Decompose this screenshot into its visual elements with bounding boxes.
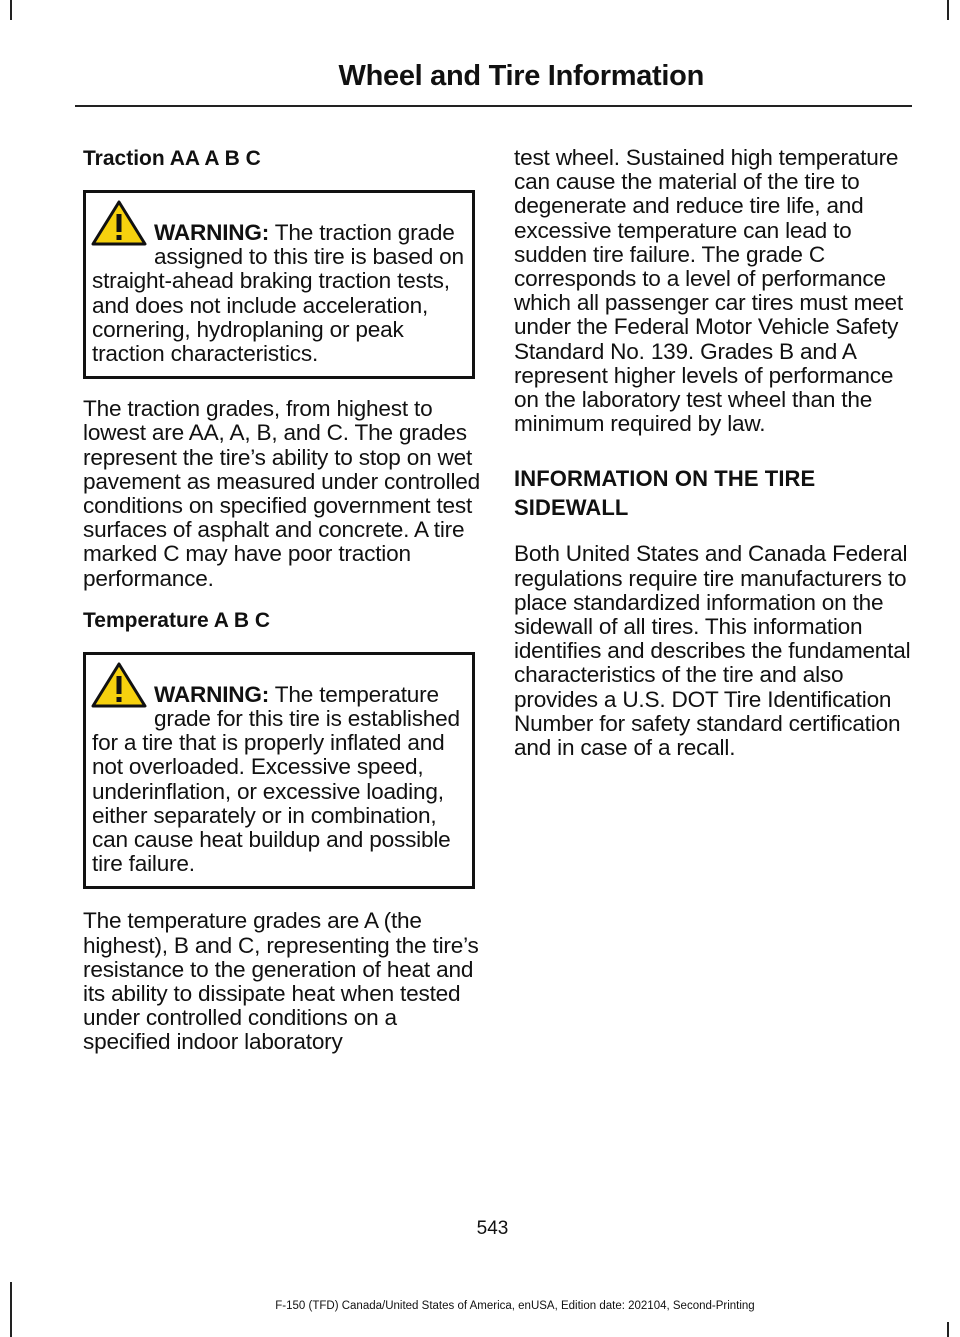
warning-triangle-icon	[90, 199, 148, 247]
crop-mark-top-right	[947, 0, 949, 20]
crop-mark-top-left	[10, 0, 12, 20]
warning-body: The temperature grade for this tire is established for a tire that is properly inflated and not overloaded. Excessive speed, underinflation, or excessive loading, either separately or in combination, can cause heat buildup and possible tire failure.	[92, 681, 460, 877]
page-header-title: Wheel and Tire Information	[338, 60, 704, 92]
warning-keyword: WARNING:	[154, 220, 270, 245]
temperature-paragraph: The temperature grades are A (the highest), B and C, representing the tire’s resistance to the generation of heat and its ability to dissipate heat when tested under controlled conditions on a specified indoor laboratory	[83, 908, 479, 1055]
section-heading-line1: INFORMATION ON THE TIRE	[514, 466, 816, 492]
temperature-continuation-paragraph: test wheel. Sustained high temperature can cause the material of the tire to degenerate and reduce tire life, and excessive temperature can lead to sudden tire failure. The grade C corresponds to a level of performance which all passenger car tires must meet under the Federal Motor Vehicle Safety Standard No. 139. Grades B and A represent higher levels of performance on the laboratory test wheel than the minimum required by law.	[514, 145, 904, 437]
section-heading	[514, 464, 914, 522]
traction-warning-box	[83, 190, 475, 379]
warning-triangle-icon	[90, 661, 148, 709]
temperature-warning-text	[92, 663, 466, 877]
traction-warning-text	[92, 201, 466, 366]
warning-keyword: WARNING:	[154, 681, 270, 707]
traction-paragraph: The traction grades, from highest to lowest are AA, A, B, and C. The grades represent the tire’s ability to stop on wet pavement as measured under controlled conditions on specified government test surfaces of asphalt and concrete. A tire marked C may have poor traction performance.	[83, 396, 481, 591]
right-column	[514, 146, 914, 760]
temperature-heading: Temperature A B C	[83, 608, 271, 632]
edition-footer: F-150 (TFD) Canada/United States of America, enUSA, Edition date: 202104, Second-Printing	[275, 1300, 755, 1312]
traction-heading: Traction AA A B C	[83, 147, 261, 170]
header-divider	[75, 105, 912, 107]
section-heading-line2: SIDEWALL	[514, 495, 629, 521]
page-number: 543	[476, 1218, 509, 1239]
temperature-warning-box	[83, 652, 475, 890]
warning-body: The traction grade assigned to this tire is based on straight-ahead braking traction tests, and does not include acceleration, cornering, hydroplaning or peak traction characteristics.	[92, 220, 464, 367]
left-column	[83, 145, 483, 1055]
crop-mark-bottom-right	[947, 1322, 949, 1337]
sidewall-paragraph: Both United States and Canada Federal regulations require tire manufacturers to place standardized information on the sidewall of all tires. This information identifies and describes the fundamental characteristics of the tire and also provides a U.S. DOT Tire Identification Number for safety standard certification and in case of a recall.	[514, 541, 911, 761]
